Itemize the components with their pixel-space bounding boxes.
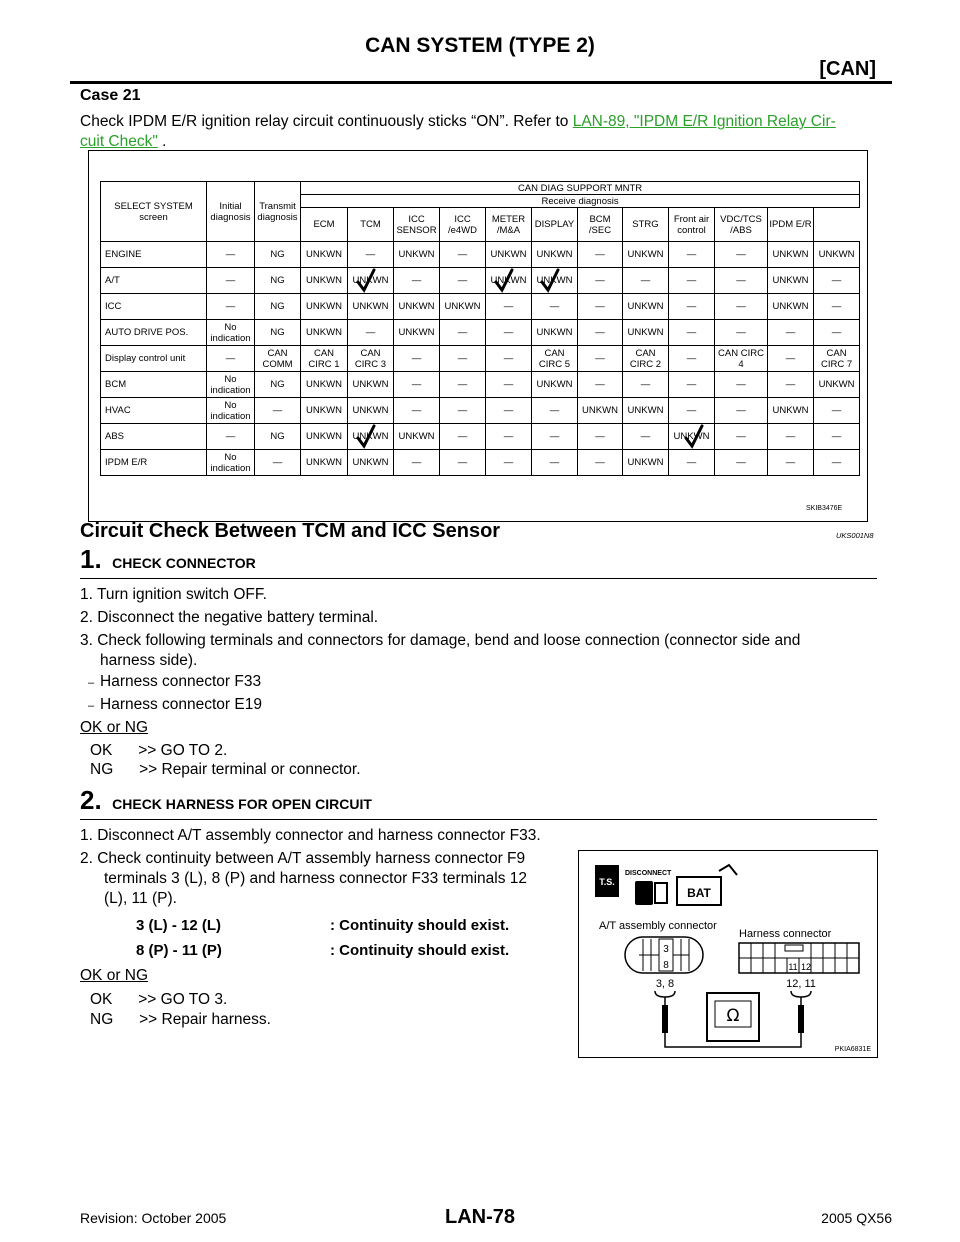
harness-pin-11: 11 [788,962,798,972]
step1-okng: OK or NG [80,719,149,736]
check-icon [686,426,702,446]
table-cell: — [486,398,532,424]
table-cell: — [623,372,669,398]
at-connector-label: A/T assembly connector [599,920,717,932]
table-cell: — [578,346,623,372]
table-cell: — [669,398,715,424]
receive-diagnosis-header: Receive diagnosis [301,195,860,208]
at-pin-8: 8 [663,960,669,971]
check-icon [358,270,374,290]
table-cell: — [440,398,486,424]
case-text [80,112,885,152]
table-cell: UNKWN [532,320,578,346]
table-cell: — [578,242,623,268]
harness-pins-label: 12, 11 [786,978,816,990]
table-cell: — [814,450,860,476]
table-cell: — [623,424,669,450]
table-cell: — [486,424,532,450]
page-section-tag: [CAN] [819,58,876,80]
column-header: METER /M&A [486,208,532,242]
footer-model: 2005 QX56 [821,1210,892,1226]
table-cell: UNKWN [814,242,860,268]
probe-right-icon [798,1005,804,1033]
table-cell: — [715,242,768,268]
table-cell: UNKWN [301,242,348,268]
table-cell: — [486,346,532,372]
table-cell: UNKWN [301,268,348,294]
table-cell: — [715,450,768,476]
table-cell: UNKWN [486,268,532,294]
table-cell: UNKWN [301,372,348,398]
step2-okng: OK or NG [80,967,149,984]
step2-item2: 2. Check continuity between A/T assembly harness connector F9 [80,850,526,867]
connector-plug-icon [635,881,653,905]
table-cell: No indication [207,398,255,424]
page-header-title: CAN SYSTEM (TYPE 2) [365,34,595,57]
table-cell: — [440,424,486,450]
table-cell: — [715,424,768,450]
table-cell: — [623,268,669,294]
continuity-figure [578,850,878,1058]
table-cell: — [578,320,623,346]
table-cell: — [578,294,623,320]
table-cell: UNKWN [623,294,669,320]
column-header: BCM /SEC [578,208,623,242]
ts-badge-label: T.S. [599,877,615,887]
table-cell: CAN CIRC 4 [715,346,768,372]
table-cell: — [207,346,255,372]
table-cell: UNKWN [301,320,348,346]
table-cell: — [207,242,255,268]
table-cell: UNKWN [623,450,669,476]
table-cell: UNKWN [440,294,486,320]
table-cell: CAN CIRC 5 [532,346,578,372]
table-cell: — [440,450,486,476]
step2-item2-cont: (L), 11 (P). [104,890,177,907]
table-cell: — [486,294,532,320]
table-cell: — [578,450,623,476]
ipdm-relay-check-link-cont[interactable]: cuit Check" [80,133,158,150]
table-cell: — [207,294,255,320]
table-cell: UNKWN [486,242,532,268]
footer-page-number: LAN-78 [444,1206,515,1228]
table-cell: UNKWN [768,242,814,268]
harness-pin-12: 12 [800,962,812,972]
table-cell: UNKWN [348,294,394,320]
table-cell: CAN COMM [255,346,301,372]
at-pin-3: 3 [663,944,669,955]
column-header: ICC SENSOR [394,208,440,242]
dash-bullet: – [88,677,95,689]
ohm-symbol: Ω [726,1006,740,1026]
table-cell: CAN CIRC 7 [814,346,860,372]
table-cell: — [669,450,715,476]
section-title: Circuit Check Between TCM and ICC Sensor [80,520,501,542]
table-cell: — [486,372,532,398]
step1-item: 3. Check following terminals and connectors for damage, bend and loose connection (connector side and [80,632,801,649]
footer-revision: Revision: October 2005 [80,1210,227,1226]
check-pair: 3 (L) - 12 (L) [136,917,221,934]
table-cell: UNKWN [768,294,814,320]
table-cell: — [348,320,394,346]
table-cell: — [578,268,623,294]
table-cell: NG [255,372,301,398]
system-name-cell: ICC [101,294,207,320]
table-cell: — [814,320,860,346]
table-cell: — [394,268,440,294]
table-cell: — [715,294,768,320]
check-icon [358,426,374,446]
table-cell: UNKWN [669,424,715,450]
at-pins-label: 3, 8 [655,978,675,990]
system-name-cell: ENGINE [101,242,207,268]
table-cell: UNKWN [394,424,440,450]
system-name-cell: ABS [101,424,207,450]
table-cell: UNKWN [532,268,578,294]
table-cell: UNKWN [532,372,578,398]
table-cell: No indication [207,372,255,398]
table-cell: — [440,320,486,346]
check-icon [496,270,512,290]
column-header: ECM [301,208,348,242]
figure1-id: SKIB3476E [806,505,843,512]
step1-subitem: Harness connector F33 [100,673,262,690]
table-cell: No indication [207,450,255,476]
step1-number: 1. [80,544,102,574]
column-header: TCM [348,208,394,242]
table-cell: — [715,268,768,294]
table-cell: — [669,320,715,346]
table-cell: NG [255,242,301,268]
table-cell: — [394,372,440,398]
column-header: STRG [623,208,669,242]
table-cell: No indication [207,320,255,346]
case-text-body: Check IPDM E/R ignition relay circuit continuously sticks “ON”. Refer to [80,113,573,130]
system-name-cell: A/T [101,268,207,294]
table-cell: NG [255,294,301,320]
table-cell: — [486,320,532,346]
table-cell: UNKWN [301,398,348,424]
table-cell: NG [255,268,301,294]
table-cell: UNKWN [623,398,669,424]
table-cell: — [715,372,768,398]
step1-heading [80,544,256,575]
table-cell: — [669,294,715,320]
column-header: ICC /e4WD [440,208,486,242]
check-result: : Continuity should exist. [330,942,510,959]
step1-item: 1. Turn ignition switch OFF. [80,586,267,603]
table-cell: — [440,346,486,372]
system-name-cell: IPDM E/R [101,450,207,476]
table-cell: UNKWN [578,398,623,424]
table-cell: — [207,424,255,450]
table-cell: UNKWN [394,242,440,268]
table-cell: — [768,424,814,450]
table-cell: — [532,294,578,320]
table-cell: — [814,294,860,320]
system-name-cell: BCM [101,372,207,398]
check-pair: 8 (P) - 11 (P) [136,942,222,959]
battery-label: BAT [687,886,711,900]
table-cell: UNKWN [301,424,348,450]
connector-socket-icon [655,883,667,903]
table-cell: — [532,398,578,424]
table-cell: — [394,450,440,476]
table-cell: — [814,424,860,450]
table-cell: UNKWN [623,242,669,268]
table-cell: — [715,320,768,346]
column-header: DISPLAY [532,208,578,242]
step2-item1: 1. Disconnect A/T assembly connector and harness connector F33. [80,827,541,844]
table-cell: — [440,372,486,398]
table-cell: — [255,450,301,476]
step1-ng: NG >> Repair terminal or connector. [90,761,361,778]
table-cell: UNKWN [348,372,394,398]
table-cell: — [768,450,814,476]
column-header: IPDM E/R [768,208,814,242]
system-name-cell: AUTO DRIVE POS. [101,320,207,346]
table-cell: UNKWN [623,320,669,346]
table-cell: NG [255,424,301,450]
disconnect-label: DISCONNECT [625,870,672,877]
probe-left-icon [662,1005,668,1033]
ipdm-relay-check-link[interactable]: LAN-89, "IPDM E/R Ignition Relay Cir- [572,113,836,130]
table-cell: UNKWN [394,320,440,346]
table-cell: — [669,346,715,372]
table-cell: CAN CIRC 2 [623,346,669,372]
table-cell: UNKWN [348,424,394,450]
system-name-cell: Display control unit [101,346,207,372]
initial-diagnosis-header: Initial diagnosis [207,182,255,242]
step2-item2-cont: terminals 3 (L), 8 (P) and harness connector F33 terminals 12 [104,870,527,887]
table-cell: UNKWN [348,398,394,424]
table-cell: — [532,424,578,450]
table-cell: — [486,450,532,476]
step2-divider [80,819,877,820]
table-cell: — [715,398,768,424]
step1-ok: OK >> GO TO 2. [90,742,228,759]
table-cell: — [814,398,860,424]
table-cell: — [440,242,486,268]
step2-heading [80,785,372,816]
harness-connector-label: Harness connector [739,928,832,940]
table-cell: UNKWN [394,294,440,320]
cable-icon [719,865,737,875]
figure2-id: PKIA6831E [834,1046,871,1053]
table-cell: — [255,398,301,424]
table-cell: — [394,398,440,424]
step1-subitem: Harness connector E19 [100,696,262,713]
check-icon [542,270,558,290]
table-cell: — [394,346,440,372]
can-diag-support-header: CAN DIAG SUPPORT MNTR [301,182,860,195]
case-title: Case 21 [80,87,141,104]
system-name-cell: HVAC [101,398,207,424]
column-header: Front air control [669,208,715,242]
step1-divider [80,578,877,579]
table-cell: — [440,268,486,294]
table-cell: UNKWN [768,268,814,294]
table-cell: UNKWN [348,268,394,294]
table-cell: CAN CIRC 1 [301,346,348,372]
column-header: VDC/TCS /ABS [715,208,768,242]
step2-ng: NG >> Repair harness. [90,1011,271,1028]
table-cell: — [669,242,715,268]
table-cell: — [768,372,814,398]
check-result: : Continuity should exist. [330,917,510,934]
case-text-tail: . [157,133,167,150]
select-system-header: SELECT SYSTEM screen [101,182,207,242]
step2-ok: OK >> GO TO 3. [90,991,228,1008]
table-cell: CAN CIRC 3 [348,346,394,372]
step1-item: 2. Disconnect the negative battery terminal. [80,609,379,626]
table-cell: UNKWN [348,450,394,476]
table-cell: — [207,268,255,294]
step2-number: 2. [80,785,102,815]
table-cell: UNKWN [301,450,348,476]
table-cell: — [578,372,623,398]
step2-label: CHECK HARNESS FOR OPEN CIRCUIT [112,796,372,812]
step1-item-cont: harness side). [100,652,198,669]
table-cell: — [669,372,715,398]
transmit-diagnosis-header: Transmit diagnosis [255,182,301,242]
table-cell: — [814,268,860,294]
dash-bullet: – [88,700,95,712]
table-cell: UNKWN [532,242,578,268]
table-cell: NG [255,320,301,346]
continuity-diagram [579,851,877,1057]
table-cell: — [768,320,814,346]
header-divider [70,81,892,84]
table-cell: — [578,424,623,450]
table-cell: — [348,242,394,268]
table-cell: — [768,346,814,372]
section-code: UKS001N8 [836,531,874,540]
check-marks-overlay [100,181,855,471]
table-cell: UNKWN [768,398,814,424]
step1-label: CHECK CONNECTOR [112,555,256,571]
table-cell: — [532,450,578,476]
table-cell: UNKWN [814,372,860,398]
table-cell: — [669,268,715,294]
table-cell: UNKWN [301,294,348,320]
